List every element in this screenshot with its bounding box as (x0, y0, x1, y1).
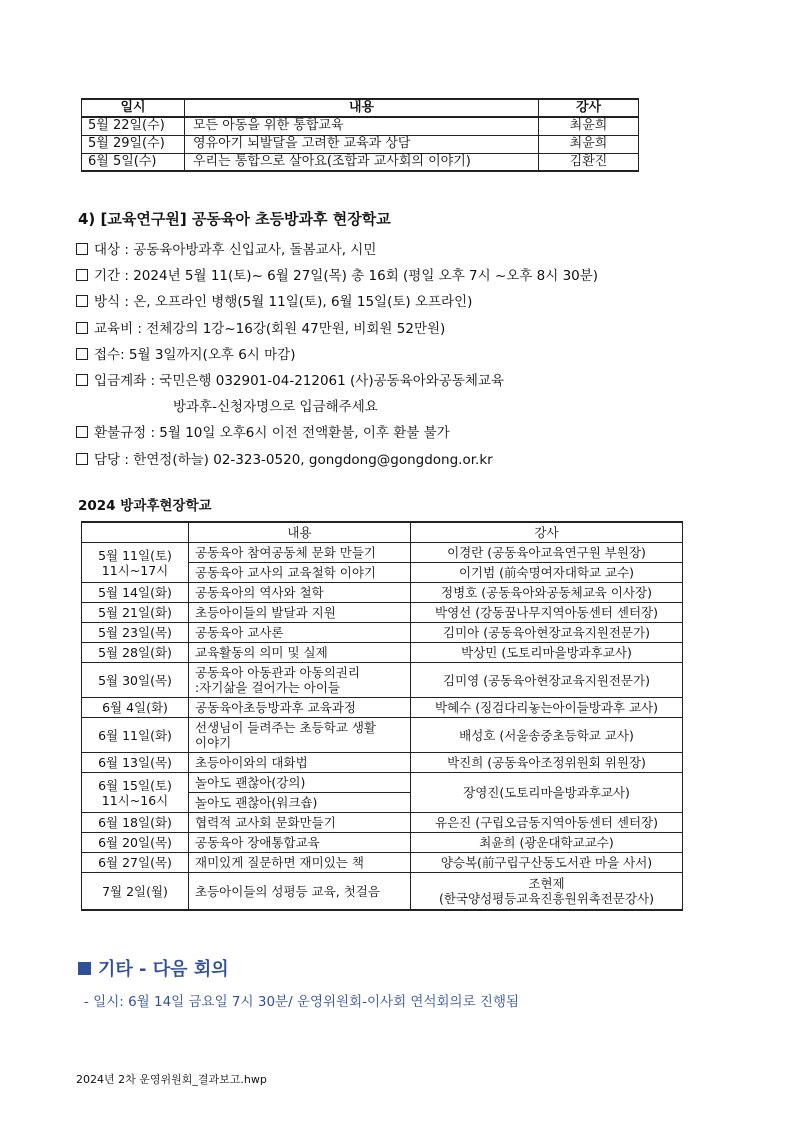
cell-instructor: 최윤희 (광운대학교교수) (411, 833, 683, 853)
info-item (76, 369, 598, 395)
cell-content: 재미있게 질문하면 재미있는 책 (189, 853, 411, 873)
cell-date: 7월 2일(월) (82, 873, 189, 911)
table-row (82, 603, 683, 623)
checkbox-icon (76, 243, 88, 255)
cell-date (82, 773, 189, 813)
cell-content: 공동육아 장애통합교육 (189, 833, 411, 853)
cell-instructor: 이경란 (공동육아교육연구원 부원장) (411, 543, 683, 563)
cell-content (189, 718, 411, 753)
cell-date: 6월 18일(화) (82, 813, 189, 833)
time-text: 11시~17시 (101, 562, 169, 578)
header-date (82, 522, 189, 543)
cell-date: 6월 11일(화) (82, 718, 189, 753)
cell-date (82, 543, 189, 583)
table-row (82, 853, 683, 873)
footer-filename: 2024년 2차 운영위원회_결과보고.hwp (76, 1073, 267, 1086)
checkbox-icon (76, 426, 88, 438)
program-table (81, 521, 683, 911)
section-title: 4) [교육연구원] 공동육아 초등방과후 현장학교 (78, 210, 391, 228)
checkbox-icon (76, 374, 88, 386)
cell-instructor: 김환진 (539, 153, 639, 171)
checkbox-icon (76, 453, 88, 465)
other-title-text: 기타 - 다음 회의 (98, 959, 229, 980)
table-row (82, 718, 683, 753)
info-text: 교육비 : 전체강의 1강~16강(회원 47만원, 비회원 52만원) (94, 320, 446, 337)
info-text: 담당 : 한연정(하늘) 02-323-0520, gongdong@gongdong.or.kr (94, 451, 493, 468)
table-header-row (82, 522, 683, 543)
header-content: 내용 (185, 99, 539, 117)
table-row (82, 873, 683, 911)
cell-date: 6월 27일(목) (82, 853, 189, 873)
checkbox-icon (76, 348, 88, 360)
date-text: 5월 11일(토) (98, 547, 172, 563)
table-row (82, 135, 639, 153)
instructor-line: (한국양성평등교육진흥원위촉전문강사) (438, 891, 655, 906)
content-line: 선생님이 들려주는 초등학교 생활 (195, 720, 376, 735)
cell-date: 6월 4일(화) (82, 698, 189, 718)
info-item (76, 343, 598, 369)
cell-date: 6월 5일(수) (82, 153, 185, 171)
cell-instructor: 양승복(前구립구산동도서관 마을 사서) (411, 853, 683, 873)
content-line: 이야기 (195, 735, 232, 750)
cell-content: 초등아이들의 발달과 지원 (189, 603, 411, 623)
info-text: 접수: 5월 3일까지(오후 6시 마감) (94, 346, 296, 363)
instructor-line: 조현제 (528, 876, 565, 891)
table-row (82, 698, 683, 718)
info-item (76, 448, 598, 474)
cell-instructor: 유은진 (구립오금동지역아동센터 센터장) (411, 813, 683, 833)
cell-instructor: 장영진(도토리마을방과후교사) (411, 773, 683, 813)
cell-content: 놀아도 괜찮아(워크숍) (189, 793, 411, 813)
checkbox-icon (76, 295, 88, 307)
info-text: 대상 : 공동육아방과후 신입교사, 돌봄교사, 시민 (94, 242, 377, 258)
checkbox-icon (76, 322, 88, 334)
header-instructor: 강사 (411, 522, 683, 543)
content-line: :자기삶을 걸어가는 아이들 (195, 680, 340, 695)
cell-content: 놀아도 괜찮아(강의) (189, 773, 411, 793)
time-text: 11시~16시 (101, 792, 169, 808)
table-row (82, 833, 683, 853)
table-row (82, 753, 683, 773)
cell-date: 5월 21일(화) (82, 603, 189, 623)
checkbox-icon (76, 269, 88, 281)
cell-content: 공동육아의 역사와 철학 (189, 583, 411, 603)
table-row (82, 643, 683, 663)
cell-date: 5월 28일(화) (82, 643, 189, 663)
cell-instructor (411, 873, 683, 911)
info-text: 입금계좌 : 국민은행 032901-04-212061 (사)공동육아와공동체교육 (94, 372, 505, 389)
info-text: 기간 : 2024년 5월 11(토)~ 6월 27일(목) 총 16회 (평일 오후 7시 ~오후 8시 30분) (94, 268, 599, 285)
table-row (82, 813, 683, 833)
info-item (76, 264, 598, 290)
table-row (82, 663, 683, 698)
cell-instructor: 박상민 (도토리마을방과후교사) (411, 643, 683, 663)
cell-instructor: 최윤희 (539, 117, 639, 135)
table-row (82, 623, 683, 643)
cell-content: 교육활동의 의미 및 실제 (189, 643, 411, 663)
info-item (76, 290, 598, 316)
cell-date: 5월 23일(목) (82, 623, 189, 643)
info-text: 환불규정 : 5월 10일 오후6시 이전 전액환불, 이후 환불 불가 (94, 425, 450, 442)
cell-content: 영유아기 뇌발달을 고려한 교육과 상담 (185, 135, 539, 153)
cell-date: 6월 20일(목) (82, 833, 189, 853)
cell-content (189, 663, 411, 698)
cell-date: 5월 29일(수) (82, 135, 185, 153)
header-content: 내용 (189, 522, 411, 543)
account-note: 방과후-신청자명으로 입금해주세요 (173, 399, 378, 416)
cell-content: 우리는 통합으로 살아요(조합과 교사회의 이야기) (185, 153, 539, 171)
cell-content: 초등아이들의 성평등 교육, 첫걸음 (189, 873, 411, 911)
content-line: 공동육아 아동관과 아동의권리 (195, 665, 360, 680)
schedule-table (81, 98, 639, 172)
cell-instructor: 정병호 (공동육아와공동체교육 이사장) (411, 583, 683, 603)
next-meeting-line: - 일시: 6월 14일 금요일 7시 30분/ 운영위원회-이사회 연석회의로 진행됨 (84, 994, 520, 1010)
header-date: 일시 (82, 99, 185, 117)
header-instructor: 강사 (539, 99, 639, 117)
cell-content: 공동육아 참여공동체 문화 만들기 (189, 543, 411, 563)
info-item (76, 317, 598, 343)
cell-content: 모든 아동을 위한 통합교육 (185, 117, 539, 135)
table-row (82, 117, 639, 135)
cell-date: 6월 13일(목) (82, 753, 189, 773)
table-row (82, 543, 683, 563)
cell-instructor: 최윤희 (539, 135, 639, 153)
square-bullet-icon (78, 962, 91, 975)
cell-date: 5월 30일(목) (82, 663, 189, 698)
cell-instructor: 박영선 (강동꿈나무지역아동센터 센터장) (411, 603, 683, 623)
other-section-title (78, 955, 229, 981)
cell-instructor: 김미아 (공동육아현장교육지원전문가) (411, 623, 683, 643)
table-row (82, 583, 683, 603)
info-item (76, 238, 598, 264)
program-table-title: 2024 방과후현장학교 (78, 498, 212, 514)
info-item (76, 421, 598, 447)
info-text: 방식 : 온, 오프라인 병행(5월 11일(토), 6월 15일(토) 오프라인) (94, 294, 473, 311)
table-row (82, 773, 683, 793)
table-header-row (82, 99, 639, 117)
cell-instructor: 배성호 (서울송중초등학교 교사) (411, 718, 683, 753)
cell-date: 5월 14일(화) (82, 583, 189, 603)
cell-instructor: 김미영 (공동육아현장교육지원전문가) (411, 663, 683, 698)
cell-content: 공동육아 교사론 (189, 623, 411, 643)
date-text: 6월 15일(토) (98, 777, 172, 793)
cell-content: 공동육아초등방과후 교육과정 (189, 698, 411, 718)
cell-date: 5월 22일(수) (82, 117, 185, 135)
info-list (76, 238, 598, 474)
cell-content: 협력적 교사회 문화만들기 (189, 813, 411, 833)
cell-instructor: 이기범 (前숙명여자대학교 교수) (411, 563, 683, 583)
cell-content: 초등아이와의 대화법 (189, 753, 411, 773)
table-row (82, 153, 639, 171)
cell-content: 공동육아 교사의 교육철학 이야기 (189, 563, 411, 583)
cell-instructor: 박혜수 (징검다리놓는아이들방과후 교사) (411, 698, 683, 718)
cell-instructor: 박진희 (공동육아조정위원회 위원장) (411, 753, 683, 773)
